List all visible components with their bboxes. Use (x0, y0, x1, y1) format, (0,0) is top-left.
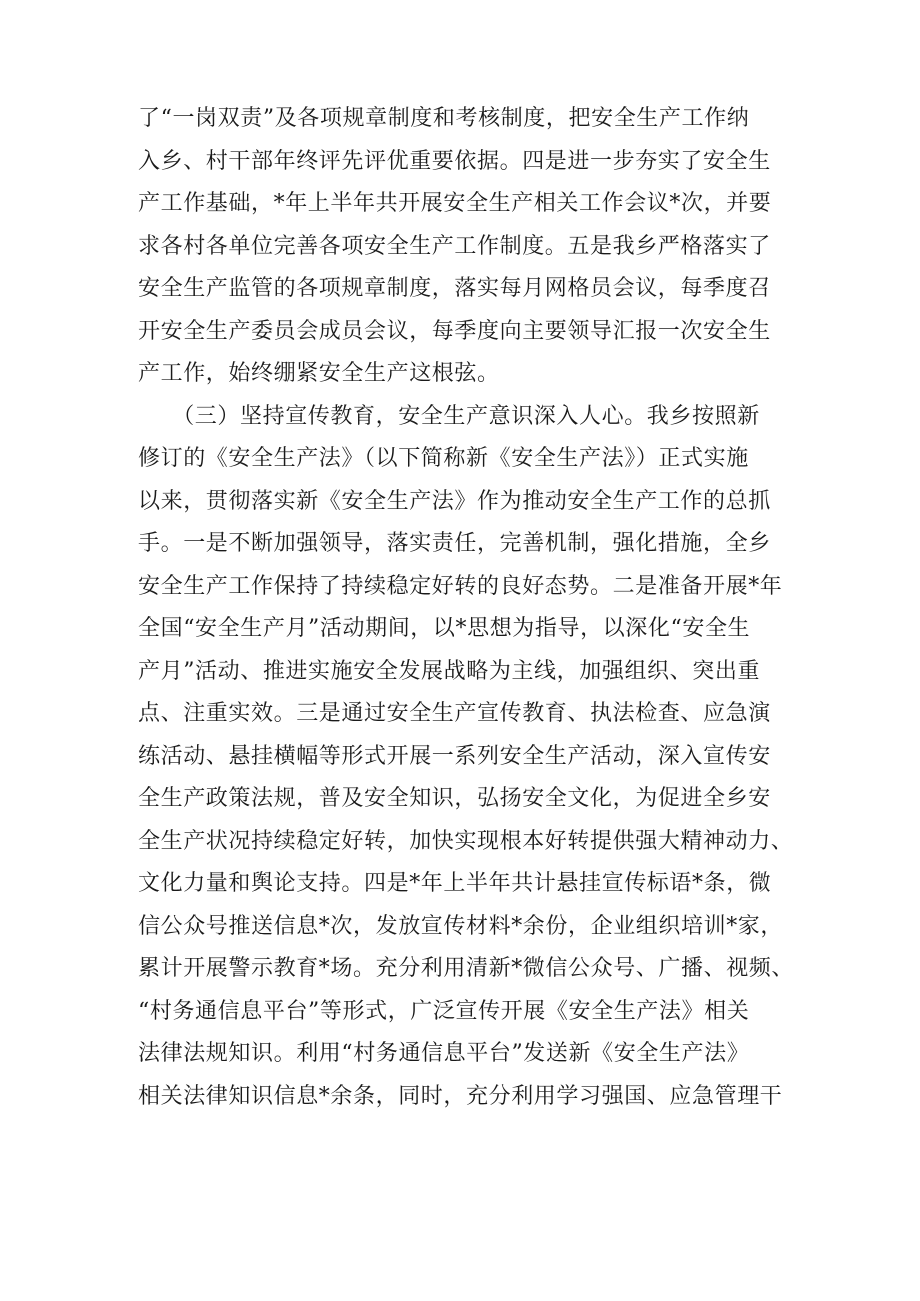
text-line: 手。一是不断加强领导，落实责任，完善机制，强化措施，全乡 (138, 531, 771, 556)
text-line: 以来，贯彻落实新《安全生产法》作为推动安全生产工作的总抓 (138, 488, 771, 514)
text-line: 文化力量和舆论支持。四是*年上半年共计悬挂宣传标语*条，微 (138, 871, 772, 896)
text-line: 安全生产监管的各项规章制度，落实每月网格员会议，每季度召 (138, 276, 771, 301)
text-line: 产工作基础，*年上半年共开展安全生产相关工作会议*次，并要 (138, 191, 772, 216)
body-text (138, 98, 798, 1118)
text-line: 产月”活动、推进实施安全发展战略为主线，加强组织、突出重 (138, 658, 761, 684)
text-line: 相关法律知识信息*余条，同时，充分利用学习强国、应急管理干 (138, 1083, 783, 1109)
text-line: 点、注重实效。三是通过安全生产宣传教育、执法检查、应急演 (138, 701, 771, 726)
text-line: 修订的《安全生产法》（以下简称新《安全生产法》）正式实施 (138, 446, 749, 471)
text-line: 了“一岗双责”及各项规章制度和考核制度，把安全生产工作纳 (138, 106, 750, 131)
text-line: 开安全生产委员会成员会议，每季度向主要领导汇报一次安全生 (138, 318, 771, 344)
text-line: 全生产状况持续稳定好转，加快实现根本好转提供强大精神动力、 (138, 828, 794, 854)
text-line: 入乡、村干部年终评先评优重要依据。四是进一步夯实了安全生 (138, 148, 771, 174)
text-line: 全生产政策法规，普及安全知识，弘扬安全文化，为促进全乡安 (138, 786, 771, 811)
text-line: 产工作，始终绷紧安全生产这根弦。 (138, 361, 500, 386)
text-line: 法律法规知识。利用“村务通信息平台”发送新《安全生产法》 (138, 1041, 750, 1066)
text-line: 求各村各单位完善各项安全生产工作制度。五是我乡严格落实了 (138, 233, 771, 259)
text-line: 练活动、悬挂横幅等形式开展一系列安全生产活动，深入宣传安 (138, 743, 771, 769)
section-heading-line: （三）坚持宣传教育，安全生产意识深入人心。我乡按照新 (138, 403, 760, 429)
text-line: “村务通信息平台”等形式，广泛宣传开展《安全生产法》相关 (138, 998, 750, 1024)
text-line: 累计开展警示教育*场。充分利用清新*微信公众号、广播、视频、 (138, 956, 795, 981)
text-line: 信公众号推送信息*次，发放宣传材料*余份，企业组织培训*家， (138, 913, 784, 939)
text-line: 全国“安全生产月”活动期间，以*思想为指导，以深化“安全生 (138, 616, 751, 641)
text-line: 安全生产工作保持了持续稳定好转的良好态势。二是准备开展*年 (138, 573, 783, 599)
